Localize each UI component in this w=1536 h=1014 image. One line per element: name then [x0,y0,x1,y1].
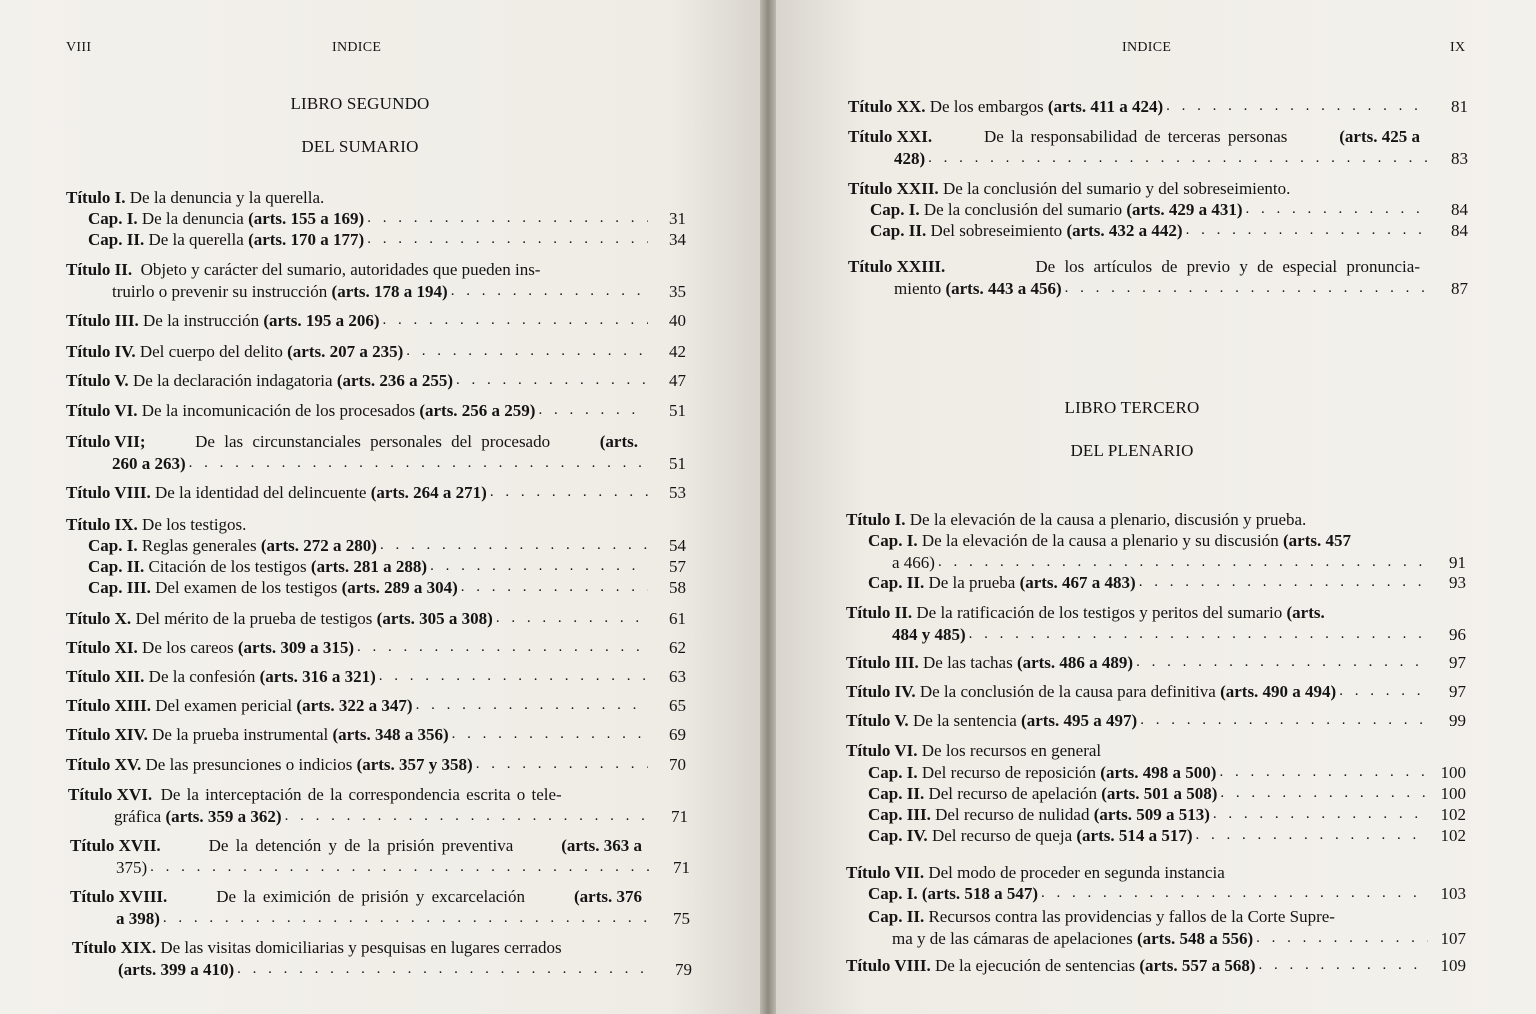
dot-leader [406,341,648,363]
page-number: VIII [66,40,92,55]
entry-text: Del modo de proceder en segunda instancia [928,863,1225,882]
dot-leader [379,666,648,688]
entry-articles: (arts. [1286,603,1325,622]
entry-text: De la prueba instrumental [152,725,329,744]
entry-heading: Título XI. [66,638,138,657]
entry-text: De las circunstanciales personales del procesado [195,432,551,451]
dot-leader [1166,96,1430,118]
toc-entry [66,229,686,251]
entry-page-number: 57 [669,557,686,576]
entry-text: De la conclusión del sumario y del sobreseimiento. [942,179,1291,198]
dot-leader [1136,652,1428,674]
entry-articles: (arts. 501 a 508) [1101,784,1218,803]
entry-articles: (arts. 322 a 347) [296,696,413,715]
dot-leader [1186,220,1430,242]
toc-entry [846,710,1466,732]
entry-page-number: 91 [1449,552,1466,572]
entry-heading: Título IX. [66,515,138,534]
entry-text: Del examen de los testigos [155,578,338,597]
entry-page-number: 47 [669,371,686,390]
entry-text-continued: ma y de las cámaras de apelaciones [892,928,1133,948]
entry-page-number: 58 [669,578,686,597]
entry-page-number: 87 [1451,278,1468,298]
entry-page-number: 83 [1451,148,1468,168]
dot-leader [416,695,648,717]
entry-text: Citación de los testigos [148,557,307,576]
toc-entry [848,96,1468,118]
entry-page-number: 84 [1451,200,1468,219]
entry-heading: Cap. II. [868,784,925,803]
entry-heading: Título XVIII. [70,887,168,906]
entry-articles: (arts. 490 a 494) [1220,682,1337,701]
entry-page-number: 54 [669,536,686,555]
entry-heading: Cap. II. [868,907,925,926]
entry-text: De la conclusión del sumario [923,200,1123,219]
entry-heading: Título IV. [846,682,916,701]
toc-entry [66,535,686,557]
entry-heading: Título VI. [66,401,138,420]
entry-text: De las presunciones o indicios [145,755,353,774]
toc-entry [66,370,686,392]
entry-heading: Cap. I. [870,200,920,219]
dot-leader [357,637,648,659]
book-gutter [760,0,776,1014]
entry-heading: Cap. II. [870,221,927,240]
entry-page-number: 102 [1440,826,1466,845]
entry-articles-continued: 484 y 485) [892,624,966,644]
entry-heading: Título V. [846,711,909,730]
entry-text-continued: miento [894,278,942,298]
dot-leader [163,908,652,930]
toc-entry [846,681,1466,703]
dot-leader [237,959,654,981]
left-page [0,0,760,1014]
toc-entry [66,400,686,422]
entry-articles: (arts. 363 a [561,836,642,855]
dot-leader [1213,804,1428,826]
entry-page-number: 75 [673,908,690,928]
entry-text: De la conclusión de la causa para definitiva [919,682,1216,701]
entry-heading: Cap. I. [868,763,918,782]
entry-text: Del recurso de nulidad [935,805,1090,824]
dot-leader [1219,762,1428,784]
entry-heading: Título XVI. [68,785,153,804]
dot-leader [1256,928,1428,950]
entry-page-number: 51 [669,453,686,473]
dot-leader [1339,681,1428,703]
toc-entry [846,906,1466,949]
toc-entry [846,762,1466,784]
entry-text: De la responsabilidad de terceras personas [983,127,1288,146]
entry-heading: Título I. [66,188,126,207]
entry-articles-continued: (arts. 399 a 410) [118,959,235,979]
toc-entry [846,572,1466,594]
entry-articles: (arts. 548 a 556) [1136,928,1254,948]
entry-heading: Título XII. [66,667,145,686]
entry-page-number: 102 [1440,805,1466,824]
entry-articles-continued: a 398) [116,908,160,928]
toc-entry [66,556,686,578]
entry-articles: (arts. 457 [1282,531,1351,550]
entry-articles: (arts. 359 a 362) [165,806,282,826]
dot-leader [367,229,648,251]
dot-leader [367,208,648,230]
toc-entry [848,220,1468,242]
entry-text: Recursos contra las providencias y fallos de la Corte Supre- [928,907,1335,926]
entry-page-number: 63 [669,667,686,686]
toc-entry [72,937,692,980]
entry-text: Del sobreseimiento [930,221,1063,240]
entry-heading: Título XIV. [66,725,148,744]
entry-articles: (arts. 305 a 308) [376,609,493,628]
toc-entry [66,608,686,630]
entry-articles: (arts. 281 a 288) [310,557,428,576]
entry-text: Objeto y carácter del sumario, autoridades que pueden ins- [140,260,541,279]
entry-articles: (arts. 316 a 321) [259,667,376,686]
entry-page-number: 109 [1440,956,1466,975]
toc-entry [66,341,686,363]
dot-leader [969,624,1428,646]
dot-leader [1220,783,1428,805]
entry-heading: Título XIX. [72,938,157,957]
entry-text: De los testigos. [142,515,247,534]
entry-heading: Título X. [66,609,132,628]
dot-leader [452,724,648,746]
entry-articles: (arts. 207 a 235) [287,342,404,361]
dot-leader [150,857,652,879]
entry-text: De la prueba [928,573,1016,592]
entry-text: De la confesión [148,667,256,686]
book-title: LIBRO TERCERO [1064,398,1200,417]
dot-leader [1196,825,1428,847]
toc-entry [66,259,686,302]
dot-leader [1246,199,1430,221]
entry-page-number: 31 [669,209,686,228]
entry-page-number: 62 [669,638,686,657]
entry-page-number: 71 [671,806,688,826]
entry-text: Reglas generales [141,536,257,555]
toc-entry [66,666,686,688]
entry-articles: (arts. 429 a 431) [1126,200,1243,219]
entry-articles: (arts. 514 a 517) [1076,826,1193,845]
entry-heading: Cap. I. [868,884,918,903]
entry-page-number: 71 [673,857,690,877]
entry-page-number: 97 [1449,653,1466,672]
entry-heading: Título XXIII. [848,257,946,276]
entry-page-number: 96 [1449,624,1466,644]
entry-page-number: 61 [669,609,686,628]
toc-entry [70,835,690,878]
entry-page-number: 103 [1440,884,1466,903]
entry-articles: (arts. 432 a 442) [1066,221,1183,240]
dot-leader [461,577,648,599]
entry-heading: Título III. [66,311,139,330]
entry-articles-continued: 260 a 263) [112,453,186,473]
toc-entry [846,652,1466,674]
entry-articles: (arts. 498 a 500) [1100,763,1217,782]
entry-articles: (arts. 495 a 497) [1021,711,1138,730]
entry-text: De los embargos [929,97,1044,116]
dot-leader [1140,710,1428,732]
dot-leader [1139,572,1428,594]
entry-articles: (arts. 411 a 424) [1047,97,1164,116]
toc-entry [66,695,686,717]
toc-entry [848,256,1468,299]
page-number: IX [1450,40,1466,55]
toc-entry [66,310,686,332]
toc-entry [66,482,686,504]
dot-leader [1259,955,1429,977]
entry-articles: (arts. 443 a 456) [945,278,1062,298]
dot-leader [456,370,648,392]
entry-heading: Cap. I. [88,209,138,228]
dot-leader [490,482,648,504]
entry-articles: (arts. 357 y 358) [356,755,473,774]
entry-articles: (arts. [599,432,638,451]
entry-page-number: 35 [669,281,686,301]
entry-heading: Título VIII. [846,956,931,975]
entry-heading: Cap. II. [88,557,145,576]
entry-heading: Título V. [66,371,129,390]
entry-heading: Cap. III. [88,578,151,597]
entry-heading: Título XX. [848,97,926,116]
toc-entry [66,724,686,746]
entry-page-number: 53 [669,483,686,502]
entry-heading: Título XV. [66,755,142,774]
entry-articles: (arts. 289 a 304) [341,578,458,597]
entry-text: De la querella [148,230,244,249]
entry-heading: Título XXI. [848,127,933,146]
entry-heading: Cap. III. [868,805,931,824]
entry-text: Del recurso de reposición [921,763,1097,782]
dot-leader [380,535,648,557]
book-title: LIBRO SEGUNDO [290,94,430,113]
entry-heading: Cap. II. [88,230,145,249]
entry-heading: Título XIII. [66,696,152,715]
dot-leader [383,310,648,332]
dot-leader [538,400,648,422]
toc-entry [846,804,1466,826]
entry-text: De los recursos en general [921,741,1102,760]
running-head: INDICE [1122,40,1172,55]
entry-page-number: 81 [1451,97,1468,116]
toc-entry [68,784,688,827]
toc-entry [846,602,1466,645]
entry-heading: Título XVII. [70,836,161,855]
entry-text: De la incomunicación de los procesados [141,401,416,420]
dot-leader [285,806,650,828]
toc-entry [66,514,686,536]
entry-text: De la denuncia y la querella. [129,188,325,207]
entry-text: De la ratificación de los testigos y peritos del sumario [916,603,1283,622]
toc-entry [66,754,686,776]
toc-entry [846,862,1466,884]
entry-page-number: 65 [669,696,686,715]
entry-articles: (arts. 264 a 271) [370,483,487,502]
entry-text: De la ejecución de sentencias [934,956,1136,975]
entry-page-number: 79 [675,959,692,979]
entry-text-continued: gráfica [114,806,162,826]
toc-entry [848,126,1468,169]
entry-articles: (arts. 170 a 177) [248,230,365,249]
entry-page-number: 69 [669,725,686,744]
toc-entry [848,199,1468,221]
entry-articles: (arts. 309 a 315) [237,638,355,657]
dot-leader [938,552,1428,574]
entry-heading: Título IV. [66,342,136,361]
toc-entry [846,783,1466,805]
book-subtitle: DEL SUMARIO [301,137,419,156]
entry-articles: (arts. 348 a 356) [332,725,449,744]
entry-text: Del recurso de queja [931,826,1073,845]
entry-text: De las tachas [923,653,1013,672]
entry-page-number: 84 [1451,221,1468,240]
entry-articles: (arts. 272 a 280) [260,536,377,555]
dot-leader [189,453,648,475]
entry-heading: Título III. [846,653,919,672]
entry-articles: (arts. 195 a 206) [263,311,380,330]
entry-page-number: 42 [669,342,686,361]
entry-page-number: 40 [669,311,686,330]
entry-text: Del mérito de la prueba de testigos [135,609,373,628]
entry-heading: Cap. IV. [868,826,928,845]
entry-page-number: 99 [1449,711,1466,730]
entry-articles-continued: a 466) [892,552,935,572]
dot-leader [1065,278,1430,300]
entry-articles: (arts. 376 [574,887,642,906]
running-head: INDICE [332,40,382,55]
toc-entry [846,509,1466,531]
dot-leader [451,281,648,303]
entry-page-number: 34 [669,230,686,249]
entry-heading: Título VII. [846,863,925,882]
entry-text: De las visitas domiciliarias y pesquisas en lugares cerrados [160,938,562,957]
entry-text: Del examen pericial [155,696,293,715]
entry-text: De la elevación de la causa a plenario, discusión y prueba. [909,510,1307,529]
dot-leader [430,556,648,578]
entry-text: De los artículos de previo y de especial pronuncia- [1035,257,1420,276]
entry-heading: Título II. [66,260,133,279]
toc-entry [846,825,1466,847]
entry-heading: Título VI. [846,741,918,760]
toc-entry [846,883,1466,905]
toc-entry [66,187,686,209]
entry-heading: Título VIII. [66,483,151,502]
entry-text: De la denuncia [141,209,244,228]
entry-articles: (arts. 256 a 259) [419,401,536,420]
entry-articles: (arts. 557 a 568) [1139,956,1256,975]
entry-text: De los careos [142,638,234,657]
entry-page-number: 100 [1440,784,1466,803]
entry-heading: Cap. I. [88,536,138,555]
entry-text: De la identidad del delincuente [154,483,367,502]
entry-page-number: 51 [669,401,686,420]
entry-page-number: 100 [1440,763,1466,782]
entry-text: Del recurso de apelación [928,784,1097,803]
entry-articles: (arts. 178 a 194) [331,281,448,301]
entry-text: De la sentencia [912,711,1017,730]
toc-entry [848,178,1468,200]
toc-entry [66,577,686,599]
entry-text: Del cuerpo del delito [139,342,283,361]
toc-entry [70,886,690,929]
toc-entry [66,208,686,230]
entry-text: De la detención y de la prisión preventiva [208,836,514,855]
entry-heading: Cap. I. [868,531,918,550]
entry-articles: (arts. 518 a 547) [921,884,1039,903]
dot-leader [476,754,648,776]
entry-articles: (arts. 467 a 483) [1019,573,1136,592]
entry-heading: Título XXII. [848,179,939,198]
dot-leader [928,148,1430,170]
entry-text: De la interceptación de la correspondencia escrita o tele- [160,785,562,804]
entry-articles: (arts. 425 a [1339,127,1420,146]
dot-leader [496,608,648,630]
entry-articles: (arts. 155 a 169) [248,209,365,228]
entry-heading: Cap. II. [868,573,925,592]
entry-page-number: 70 [669,755,686,774]
toc-entry [66,637,686,659]
entry-text: De la declaración indagatoria [132,371,333,390]
entry-articles-continued: 375) [116,857,148,877]
entry-text: De la eximición de prisión y excarcelación [216,887,526,906]
entry-text-continued: truirlo o prevenir su instrucción [112,281,328,301]
book-subtitle: DEL PLENARIO [1070,441,1194,460]
toc-entry [846,530,1466,573]
entry-heading: Título I. [846,510,906,529]
entry-page-number: 107 [1440,928,1466,948]
entry-page-number: 93 [1449,573,1466,592]
toc-entry [66,431,686,474]
entry-articles-continued: 428) [894,148,926,168]
entry-text: De la elevación de la causa a plenario y su discusión [921,531,1279,550]
entry-text: De la instrucción [143,311,260,330]
entry-page-number: 97 [1449,682,1466,701]
toc-entry [846,740,1466,762]
toc-entry [846,955,1466,977]
entry-heading: Título II. [846,603,913,622]
entry-articles: (arts. 236 a 255) [336,371,453,390]
entry-heading: Título VII; [66,432,146,451]
dot-leader [1041,883,1428,905]
entry-articles: (arts. 509 a 513) [1093,805,1210,824]
right-page [776,0,1536,1014]
entry-articles: (arts. 486 a 489) [1016,653,1134,672]
